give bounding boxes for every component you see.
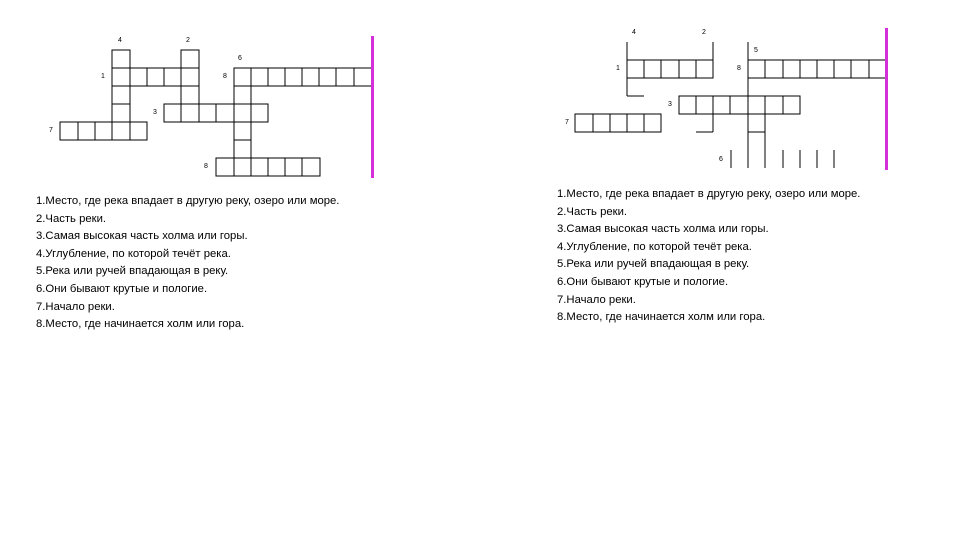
right-clue-1: 1.Место, где река впадает в другую реку, озеро или море. <box>557 188 861 200</box>
right-cell[interactable] <box>800 60 817 78</box>
right-cell[interactable] <box>851 60 869 78</box>
right-cell[interactable] <box>644 114 661 132</box>
right-clue-number-1: 1 <box>616 65 620 72</box>
left-clue-number-8-bottom: 8 <box>204 163 208 170</box>
right-cell[interactable] <box>679 96 696 114</box>
right-cell[interactable] <box>765 60 783 78</box>
left-clue-2: 2.Часть реки. <box>36 212 107 225</box>
right-clue-number-7: 7 <box>565 119 569 126</box>
left-clue-number-8: 8 <box>223 73 227 80</box>
right-clue-6: 6.Они бывают крутые и пологие. <box>557 275 729 288</box>
right-cell[interactable] <box>730 96 748 114</box>
right-clue-number-3: 3 <box>668 101 672 108</box>
right-clue-5: 5.Река или ручей впадающая в реку. <box>557 258 750 271</box>
right-clue-number-5: 5 <box>754 47 758 54</box>
right-cell[interactable] <box>748 96 765 114</box>
right-clue-list <box>557 186 860 327</box>
right-cell[interactable] <box>783 60 800 78</box>
right-cell[interactable] <box>610 114 627 132</box>
right-clue-number-8: 8 <box>737 65 741 72</box>
right-cell[interactable] <box>748 114 765 132</box>
right-cell[interactable] <box>696 96 713 114</box>
right-cell[interactable] <box>627 114 644 132</box>
right-clue-number-6: 6 <box>719 156 723 163</box>
left-clue-7: 7.Начало реки. <box>36 300 115 313</box>
right-cell[interactable] <box>834 60 851 78</box>
right-cell[interactable] <box>696 60 713 78</box>
right-cell[interactable] <box>713 96 730 114</box>
right-cell[interactable] <box>748 60 765 78</box>
right-cell[interactable] <box>679 60 696 78</box>
left-clue-8: 8.Место, где начинается холм или гора. <box>36 318 245 331</box>
left-clue-number-3: 3 <box>153 109 157 116</box>
right-accent-line <box>885 28 888 170</box>
right-cell[interactable] <box>627 60 644 78</box>
left-clue-number-7: 7 <box>49 127 53 134</box>
right-cell[interactable] <box>817 60 834 78</box>
left-clue-3: 3.Самая высокая часть холма или горы. <box>36 230 248 243</box>
right-clue-2: 2.Часть реки. <box>557 205 628 218</box>
right-clue-number-4: 4 <box>632 29 636 36</box>
left-clue-6: 6.Они бывают крутые и пологие. <box>36 282 208 295</box>
left-clue-number-6: 6 <box>238 55 242 62</box>
right-cell[interactable] <box>593 114 610 132</box>
right-clue-3: 3.Самая высокая часть холма или горы. <box>557 223 769 236</box>
right-clue-8: 8.Место, где начинается холм или гора. <box>557 311 766 324</box>
right-cell[interactable] <box>869 60 886 78</box>
left-clue-4: 4.Углубление, по которой течёт река. <box>36 247 231 260</box>
right-cell[interactable] <box>765 96 783 114</box>
right-cell[interactable] <box>783 96 800 114</box>
left-clue-number-2: 2 <box>186 37 190 44</box>
left-clue-number-1: 1 <box>101 73 105 80</box>
right-cell[interactable] <box>575 114 593 132</box>
right-cell[interactable] <box>644 60 661 78</box>
right-clue-4: 4.Углубление, по которой течёт река. <box>557 240 752 253</box>
left-clue-number-4: 4 <box>118 37 122 44</box>
right-clue-7: 7.Начало реки. <box>557 293 636 306</box>
right-clue-number-2: 2 <box>702 29 706 36</box>
right-cell[interactable] <box>661 60 679 78</box>
left-clue-1: 1.Место, где река впадает в другую реку, озеро или море. <box>36 195 340 207</box>
left-clue-5: 5.Река или ручей впадающая в реку. <box>36 265 229 278</box>
